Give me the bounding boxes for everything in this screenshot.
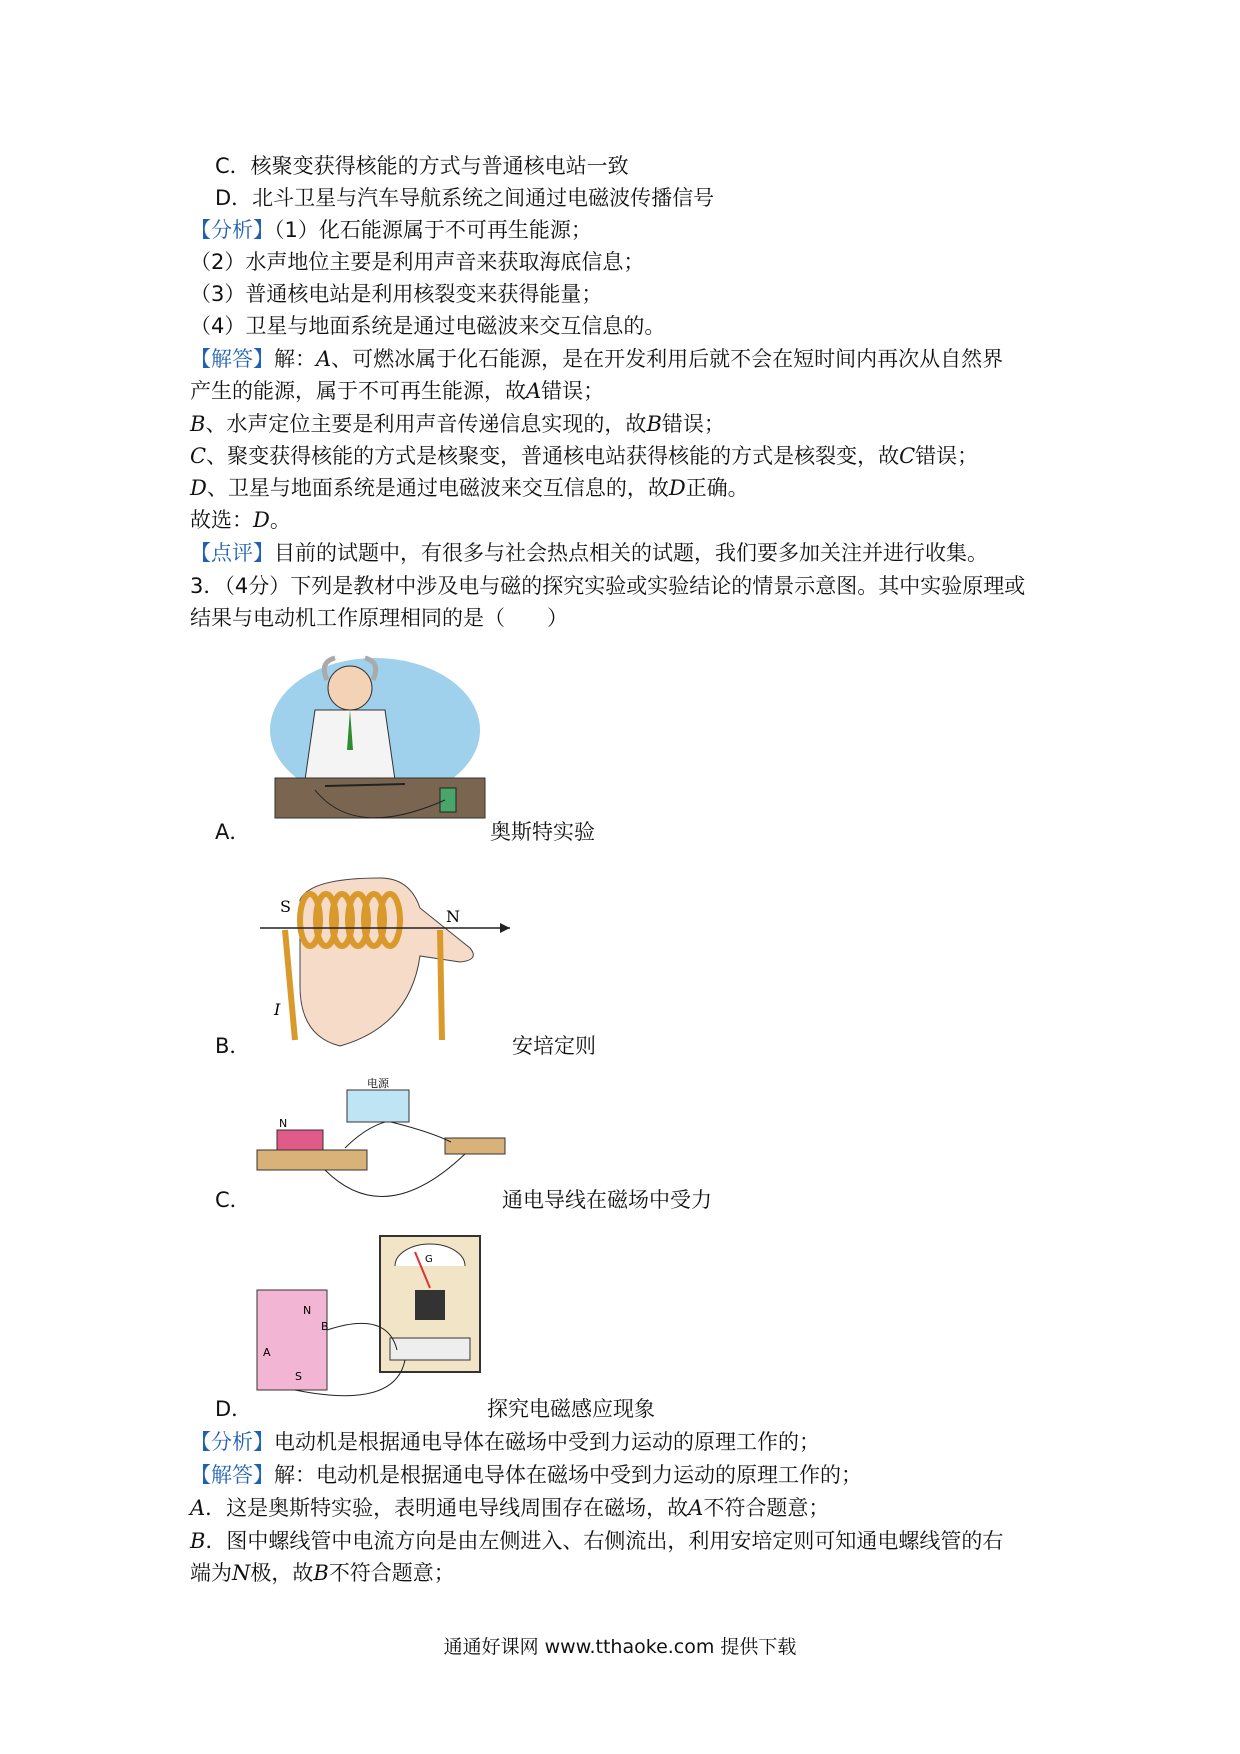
- figure-b-current-label: I: [274, 1000, 281, 1019]
- figure-d-s-label: S: [295, 1370, 302, 1383]
- page-footer: 通通好课网 www.tthaoke.com 提供下载: [443, 1636, 797, 1658]
- analysis-line-3: （3）普通核电站是利用核裂变来获得能量；: [190, 282, 603, 306]
- answer-2-line-4: 端为N极，故B不符合题意；: [190, 1561, 455, 1585]
- option-c: C．核聚变获得核能的方式与普通核电站一致: [215, 154, 629, 178]
- answer-tag: 【解答】: [190, 347, 274, 371]
- analysis-line-4: （4）卫星与地面系统是通过电磁波来交互信息的。: [190, 314, 666, 338]
- figure-a-oersted-illustration: [255, 650, 495, 830]
- answer-line-1: 【解答】解：A、可燃冰属于化石能源，是在开发利用后就不会在短时间内再次从自然界: [190, 347, 1004, 371]
- answer-2-line-3: B．图中螺线管中电流方向是由左侧进入、右侧流出，利用安培定则可知通电螺线管的右: [190, 1529, 1004, 1553]
- figure-a-caption: 奥斯特实验: [490, 820, 595, 844]
- figure-d-b-label: B: [321, 1320, 329, 1333]
- answer-line-2: 产生的能源，属于不可再生能源，故A错误；: [190, 379, 605, 403]
- figure-c-label: C．: [215, 1188, 251, 1212]
- figure-c-power-label: 电源: [367, 1078, 389, 1090]
- figure-c-force-on-wire-illustration: [255, 1078, 515, 1198]
- figure-d-label: D．: [215, 1397, 253, 1421]
- figure-b-s-label: S: [280, 897, 291, 916]
- figure-b-n-label: N: [446, 907, 460, 926]
- answer-line-6: 故选：D。: [190, 508, 291, 532]
- figure-d-g-label: G: [425, 1254, 433, 1265]
- answer-2-line-1: 【解答】解：电动机是根据通电导体在磁场中受到力运动的原理工作的；: [190, 1463, 862, 1487]
- figure-b-caption: 安培定则: [512, 1034, 596, 1058]
- option-d: D．北斗卫星与汽车导航系统之间通过电磁波传播信号: [215, 186, 715, 210]
- answer-line-5: D、卫星与地面系统是通过电磁波来交互信息的，故D正确。: [190, 476, 749, 500]
- figure-b-label: B．: [215, 1034, 251, 1058]
- figure-c-caption: 通电导线在磁场中受力: [502, 1188, 712, 1212]
- analysis-tag: 【分析】: [190, 218, 274, 242]
- question-3-line-1: 3．（4分）下列是教材中涉及电与磁的探究实验或实验结论的情景示意图。其中实验原理或: [190, 574, 1026, 598]
- answer-line-3: B、水声定位主要是利用声音传递信息实现的，故B错误；: [190, 412, 725, 436]
- answer-2-line-2: A．这是奥斯特实验，表明通电导线周围存在磁场，故A不符合题意；: [190, 1496, 830, 1520]
- figure-d-n-label: N: [303, 1304, 312, 1317]
- comment-tag: 【点评】: [190, 541, 274, 565]
- question-3-line-2: 结果与电动机工作原理相同的是（ ）: [190, 606, 568, 630]
- figure-b-ampere-rule-illustration: [260, 870, 520, 1050]
- answer-2-tag: 【解答】: [190, 1463, 274, 1487]
- analysis-line-2: （2）水声地位主要是利用声音来获取海底信息；: [190, 250, 645, 274]
- figure-d-caption: 探究电磁感应现象: [487, 1397, 655, 1421]
- figure-c-n-label: N: [279, 1117, 288, 1130]
- analysis-2-line: 【分析】电动机是根据通电导体在磁场中受到力运动的原理工作的；: [190, 1430, 820, 1454]
- figure-a-label: A．: [215, 820, 251, 844]
- comment-line: 【点评】目前的试题中，有很多与社会热点相关的试题，我们要多加关注并进行收集。: [190, 541, 988, 565]
- figure-d-electromagnetic-induction-illustration: [255, 1230, 495, 1405]
- analysis-line-1: 【分析】（1）化石能源属于不可再生能源；: [190, 218, 592, 242]
- answer-line-4: C、聚变获得核能的方式是核聚变，普通核电站获得核能的方式是核裂变，故C错误；: [190, 444, 979, 468]
- analysis-2-tag: 【分析】: [190, 1430, 274, 1454]
- figure-d-a-label: A: [263, 1346, 271, 1359]
